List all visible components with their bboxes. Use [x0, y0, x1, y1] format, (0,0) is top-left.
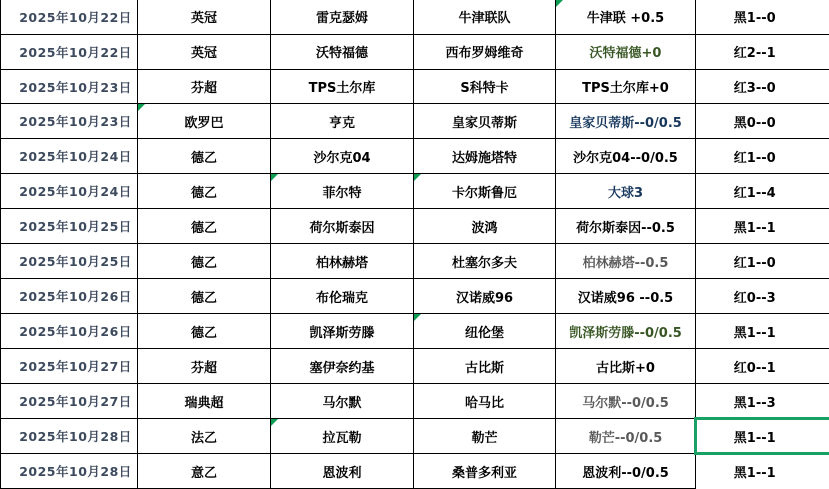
cell-league[interactable]: [138, 419, 271, 454]
cell-handicap-pick[interactable]: [556, 174, 696, 209]
away-team-text: 西布罗姆维奇: [445, 46, 524, 62]
result-text: 红1--4: [733, 185, 776, 201]
error-indicator-triangle-icon: [138, 104, 145, 111]
cell-handicap-pick[interactable]: [556, 34, 696, 69]
away-team-text: 波鸿: [471, 220, 498, 236]
cell-result[interactable]: [696, 34, 829, 69]
cell-league[interactable]: [138, 0, 271, 34]
away-team-text: 牛津联队: [458, 11, 511, 27]
cell-match-date[interactable]: [1, 454, 138, 489]
cell-match-date[interactable]: [1, 34, 138, 69]
handicap-pick-text: 沃特福德+0: [589, 46, 662, 62]
error-indicator-triangle-icon: [414, 314, 421, 321]
cell-result[interactable]: [696, 0, 829, 34]
league-text: 欧罗巴: [184, 115, 224, 131]
result-text: 黑1--1: [733, 325, 776, 341]
cell-home-team[interactable]: [271, 384, 414, 419]
cell-result[interactable]: [696, 384, 829, 419]
league-text: 德乙: [190, 290, 217, 306]
cell-match-date[interactable]: [1, 209, 138, 244]
cell-away-team[interactable]: [414, 0, 556, 34]
cell-match-date[interactable]: [1, 384, 138, 419]
cell-home-team[interactable]: [271, 314, 414, 349]
cell-match-date[interactable]: [1, 0, 138, 34]
cell-league[interactable]: [138, 104, 271, 139]
league-text: 意乙: [190, 465, 217, 481]
away-team-text: S科特卡: [460, 81, 509, 96]
result-text: 黑1--1: [733, 465, 776, 481]
cell-match-date[interactable]: [1, 244, 138, 279]
result-text: 红3--0: [733, 81, 776, 96]
match-date-text: 2025年10月24日: [19, 149, 132, 165]
error-indicator-triangle-icon: [271, 419, 278, 426]
cell-home-team[interactable]: [271, 104, 414, 139]
home-team-text: 亨克: [328, 115, 355, 131]
cell-away-team[interactable]: [414, 454, 556, 489]
handicap-pick-text: TPS土尔库+0: [582, 81, 669, 96]
cell-home-team[interactable]: [271, 139, 414, 174]
away-team-text: 勒芒: [471, 430, 498, 446]
result-text: 黑0--0: [733, 115, 776, 131]
match-date-text: 2025年10月22日: [19, 44, 132, 60]
cell-result[interactable]: [696, 454, 829, 489]
result-text: 红0--1: [733, 360, 776, 376]
table-row: [1, 104, 829, 139]
match-date-text: 2025年10月24日: [19, 184, 132, 200]
cell-away-team[interactable]: [414, 209, 556, 244]
cell-match-date[interactable]: [1, 419, 138, 454]
home-team-text: 塞伊奈约基: [309, 360, 375, 376]
home-team-text: 沙尔克04: [313, 150, 371, 166]
result-text: 黑1--1: [733, 430, 776, 446]
home-team-text: 拉瓦勒: [322, 430, 362, 446]
cell-league[interactable]: [138, 349, 271, 384]
handicap-pick-text: 皇家贝蒂斯--0/0.5: [569, 115, 682, 131]
table-row: [1, 139, 829, 174]
cell-away-team[interactable]: [414, 174, 556, 209]
league-text: 德乙: [190, 255, 217, 271]
cell-result[interactable]: [696, 244, 829, 279]
cell-handicap-pick[interactable]: [556, 69, 696, 104]
cell-away-team[interactable]: [414, 384, 556, 419]
home-team-text: 荷尔斯泰因: [309, 220, 375, 236]
match-date-text: 2025年10月27日: [19, 359, 132, 375]
handicap-pick-text: 恩波利--0/0.5: [582, 465, 669, 481]
cell-away-team[interactable]: [414, 104, 556, 139]
away-team-text: 达姆施塔特: [451, 150, 517, 166]
league-text: 芬超: [190, 81, 217, 96]
cell-away-team[interactable]: [414, 419, 556, 454]
cell-result[interactable]: [696, 69, 829, 104]
match-date-text: 2025年10月23日: [19, 114, 132, 130]
handicap-pick-text: 古比斯+0: [596, 360, 655, 376]
away-team-text: 纽伦堡: [464, 325, 504, 341]
cell-result[interactable]: [696, 209, 829, 244]
cell-match-date[interactable]: [1, 174, 138, 209]
league-text: 德乙: [190, 325, 217, 341]
cell-handicap-pick[interactable]: [556, 419, 696, 454]
home-team-text: 布伦瑞克: [315, 290, 368, 306]
match-date-text: 2025年10月28日: [19, 464, 132, 479]
table-row: [1, 209, 829, 244]
away-team-text: 卡尔斯鲁厄: [451, 185, 517, 201]
cell-home-team[interactable]: [271, 209, 414, 244]
home-team-text: 菲尔特: [322, 185, 362, 201]
cell-handicap-pick[interactable]: [556, 349, 696, 384]
cell-handicap-pick[interactable]: [556, 139, 696, 174]
league-text: 芬超: [190, 360, 217, 376]
cell-match-date[interactable]: [1, 314, 138, 349]
match-date-text: 2025年10月27日: [19, 394, 132, 410]
cell-away-team[interactable]: [414, 139, 556, 174]
cell-home-team[interactable]: [271, 244, 414, 279]
cell-handicap-pick[interactable]: [556, 244, 696, 279]
handicap-pick-text: 柏林赫塔--0.5: [582, 255, 669, 271]
cell-result[interactable]: [696, 139, 829, 174]
home-team-text: 马尔默: [322, 395, 362, 411]
cell-home-team[interactable]: [271, 419, 414, 454]
table-row: [1, 314, 829, 349]
cell-league[interactable]: [138, 34, 271, 69]
cell-handicap-pick[interactable]: [556, 209, 696, 244]
league-text: 德乙: [190, 150, 217, 166]
handicap-pick-text: 牛津联 +0.5: [586, 11, 665, 27]
cell-away-team[interactable]: [414, 34, 556, 69]
match-date-text: 2025年10月22日: [19, 9, 132, 25]
result-text: 黑1--3: [733, 395, 776, 411]
cell-match-date[interactable]: [1, 69, 138, 104]
cell-away-team[interactable]: [414, 349, 556, 384]
cell-league[interactable]: [138, 139, 271, 174]
cell-home-team[interactable]: [271, 454, 414, 489]
result-text: 红1--0: [733, 255, 776, 271]
result-text: 红0--3: [733, 290, 776, 306]
cell-result[interactable]: [696, 104, 829, 139]
cell-league[interactable]: [138, 384, 271, 419]
cell-match-date[interactable]: [1, 349, 138, 384]
cell-handicap-pick[interactable]: [556, 314, 696, 349]
handicap-pick-text: 凯泽斯劳滕--0/0.5: [569, 325, 682, 341]
home-team-text: 沃特福德: [315, 46, 368, 62]
cell-handicap-pick[interactable]: [556, 104, 696, 139]
cell-result[interactable]: [696, 279, 829, 314]
league-text: 德乙: [190, 185, 217, 201]
cell-home-team[interactable]: [271, 34, 414, 69]
cell-result[interactable]: [696, 349, 829, 384]
handicap-pick-text: 荷尔斯泰因--0.5: [576, 220, 675, 236]
match-date-text: 2025年10月26日: [19, 324, 132, 340]
cell-handicap-pick[interactable]: [556, 0, 696, 34]
away-team-text: 哈马比: [464, 395, 504, 411]
match-date-text: 2025年10月23日: [19, 79, 132, 95]
league-text: 瑞典超: [184, 395, 224, 411]
handicap-pick-text: 沙尔克04--0/0.5: [573, 150, 678, 166]
cell-match-date[interactable]: [1, 279, 138, 314]
home-team-text: 柏林赫塔: [315, 255, 368, 271]
league-text: 法乙: [190, 430, 217, 446]
error-indicator-triangle-icon: [414, 174, 421, 181]
match-date-text: 2025年10月25日: [19, 219, 132, 235]
cell-home-team[interactable]: [271, 349, 414, 384]
table-row: [1, 0, 829, 34]
cell-result[interactable]: [696, 419, 829, 454]
table-row: [1, 174, 829, 209]
table-row: [1, 349, 829, 384]
cell-league[interactable]: [138, 314, 271, 349]
table-row: [1, 454, 829, 489]
cell-home-team[interactable]: [271, 279, 414, 314]
cell-handicap-pick[interactable]: [556, 454, 696, 489]
away-team-text: 桑普多利亚: [451, 465, 517, 481]
match-date-text: 2025年10月26日: [19, 289, 132, 305]
error-indicator-triangle-icon: [271, 174, 278, 181]
cell-away-team[interactable]: [414, 279, 556, 314]
handicap-pick-text: 汉诺威96 --0.5: [577, 290, 674, 306]
handicap-pick-text: 勒芒--0/0.5: [588, 430, 663, 446]
league-text: 英冠: [190, 46, 217, 62]
handicap-pick-text: 马尔默--0/0.5: [582, 395, 669, 411]
cell-handicap-pick[interactable]: [556, 279, 696, 314]
table-row: [1, 69, 829, 104]
away-team-text: 古比斯: [464, 360, 504, 376]
cell-league[interactable]: [138, 454, 271, 489]
result-text: 黑1--1: [733, 220, 776, 236]
cell-league[interactable]: [138, 244, 271, 279]
result-text: 红2--1: [733, 46, 776, 62]
cell-home-team[interactable]: [271, 174, 414, 209]
table-row: [1, 384, 829, 419]
table-row: [1, 419, 829, 454]
match-date-text: 2025年10月28日: [19, 429, 132, 445]
cell-match-date[interactable]: [1, 104, 138, 139]
cell-league[interactable]: [138, 174, 271, 209]
league-text: 英冠: [190, 11, 217, 27]
cell-handicap-pick[interactable]: [556, 384, 696, 419]
cell-away-team[interactable]: [414, 314, 556, 349]
home-team-text: 凯泽斯劳滕: [309, 325, 375, 341]
away-team-text: 杜塞尔多夫: [451, 255, 517, 271]
away-team-text: 汉诺威96: [455, 290, 514, 306]
cell-result[interactable]: [696, 314, 829, 349]
cell-league[interactable]: [138, 209, 271, 244]
cell-league[interactable]: [138, 279, 271, 314]
cell-match-date[interactable]: [1, 139, 138, 174]
error-indicator-triangle-icon: [556, 0, 563, 7]
home-team-text: 雷克瑟姆: [315, 11, 368, 27]
result-text: 红1--0: [733, 150, 776, 166]
cell-away-team[interactable]: [414, 69, 556, 104]
cell-league[interactable]: [138, 69, 271, 104]
table-row: [1, 279, 829, 314]
match-date-text: 2025年10月25日: [19, 254, 132, 270]
cell-result[interactable]: [696, 174, 829, 209]
cell-home-team[interactable]: [271, 0, 414, 34]
table-row: [1, 244, 829, 279]
table-row: [1, 34, 829, 69]
away-team-text: 皇家贝蒂斯: [451, 115, 517, 131]
result-text: 黑1--0: [733, 11, 776, 27]
table-body: [1, 0, 829, 489]
league-text: 德乙: [190, 220, 217, 236]
home-team-text: TPS土尔库: [308, 81, 376, 96]
home-team-text: 恩波利: [322, 465, 362, 481]
cell-home-team[interactable]: [271, 69, 414, 104]
cell-away-team[interactable]: [414, 244, 556, 279]
handicap-pick-text: 大球3: [607, 185, 644, 201]
